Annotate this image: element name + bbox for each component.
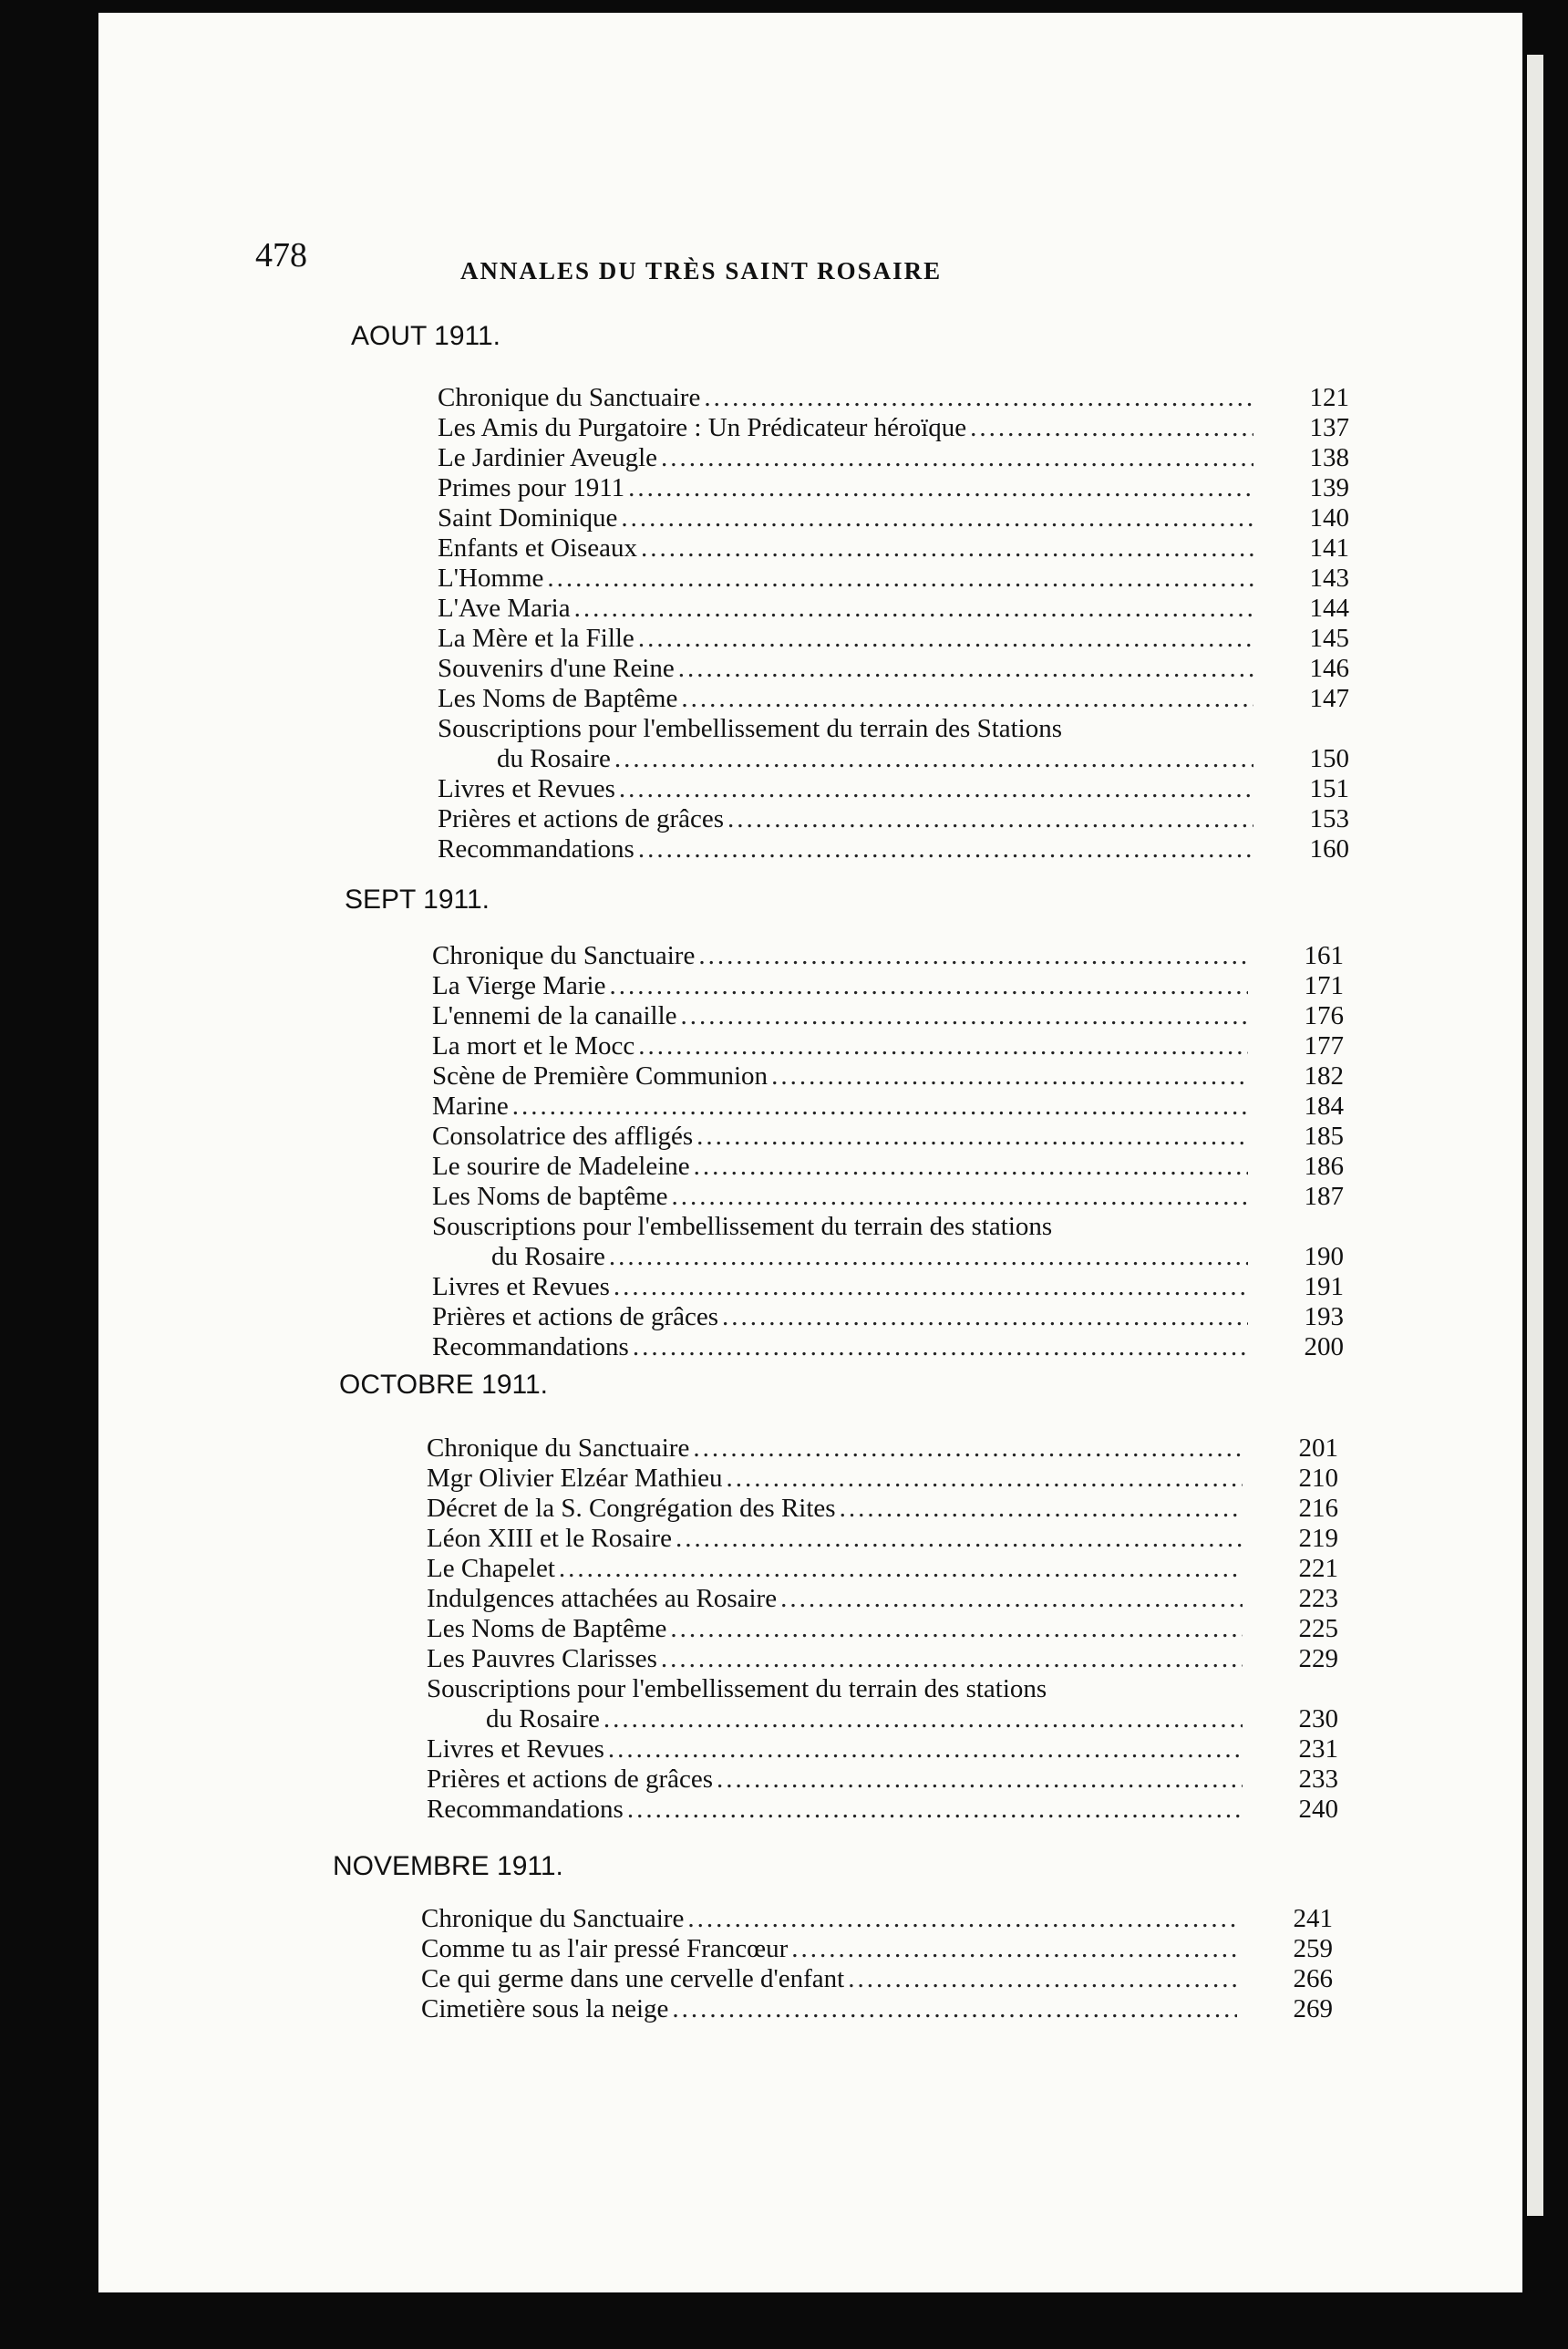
- dot-leader: [661, 443, 1253, 473]
- dot-leader: [791, 1934, 1237, 1964]
- toc-entry: [432, 1122, 1344, 1152]
- dot-leader: [619, 774, 1253, 804]
- toc-entry-continuation: [432, 1242, 1344, 1272]
- entry-page-number: 137: [1309, 413, 1349, 442]
- entry-title: Prières et actions de grâces: [427, 1764, 717, 1795]
- entry-page-number: 221: [1298, 1554, 1338, 1583]
- entry-page-number: 150: [1309, 744, 1349, 773]
- section-title: NOVEMBRE 1911.: [333, 1851, 563, 1881]
- entry-list: [438, 383, 1349, 864]
- dot-leader: [633, 1332, 1248, 1362]
- entry-title: L'Homme: [438, 564, 547, 594]
- toc-entry: [438, 443, 1349, 473]
- toc-entry: [421, 1994, 1333, 2024]
- dot-leader: [698, 941, 1248, 971]
- entry-page-number: 240: [1298, 1795, 1338, 1824]
- adjacent-page-edge: [1527, 55, 1543, 2216]
- dot-leader: [693, 1433, 1243, 1464]
- toc-entry: [427, 1764, 1338, 1795]
- entry-title: Marine: [432, 1092, 512, 1122]
- toc-entry: [432, 1031, 1344, 1061]
- entry-title: Consolatrice des affligés: [432, 1122, 696, 1152]
- entry-page-number: 153: [1309, 804, 1349, 833]
- entry-page-number: 143: [1309, 564, 1349, 593]
- entry-title: La Vierge Marie: [432, 971, 609, 1001]
- toc-entry-continuation: [438, 744, 1349, 774]
- entry-title: Prières et actions de grâces: [438, 804, 727, 834]
- entry-page-number: 216: [1298, 1494, 1338, 1523]
- entry-title-continuation: du Rosaire: [497, 744, 614, 774]
- entry-page-number: 223: [1298, 1584, 1338, 1613]
- dot-leader: [681, 684, 1253, 714]
- entry-title: Souscriptions pour l'embellissement du terrain des Stations: [438, 714, 1063, 743]
- entry-page-number: 171: [1304, 971, 1344, 1000]
- dot-leader: [559, 1554, 1243, 1584]
- toc-entry: [432, 1272, 1344, 1302]
- entry-page-number: 146: [1309, 654, 1349, 683]
- toc-entry: [438, 624, 1349, 654]
- entry-page-number: 269: [1293, 1994, 1333, 2023]
- toc-entry: [438, 834, 1349, 864]
- entry-title: Souscriptions pour l'embellissement du terrain des stations: [427, 1674, 1047, 1703]
- page-number: 478: [255, 236, 307, 274]
- entry-list: [427, 1433, 1338, 1825]
- entry-page-number: 201: [1298, 1433, 1338, 1463]
- dot-leader: [840, 1494, 1243, 1524]
- toc-entry: [432, 971, 1344, 1001]
- toc-entry: [427, 1433, 1338, 1464]
- toc-entry: [432, 1092, 1344, 1122]
- toc-entry: [432, 1332, 1344, 1362]
- toc-entry: [427, 1524, 1338, 1554]
- dot-leader: [641, 533, 1253, 564]
- dot-leader: [696, 1122, 1248, 1152]
- entry-title: Comme tu as l'air pressé Francœur: [421, 1934, 791, 1964]
- entry-title: Livres et Revues: [438, 774, 619, 804]
- entry-page-number: 200: [1304, 1332, 1344, 1361]
- dot-leader: [638, 1031, 1248, 1061]
- entry-title: Le sourire de Madeleine: [432, 1152, 694, 1182]
- entry-title: Livres et Revues: [432, 1272, 614, 1302]
- dot-leader: [609, 971, 1248, 1001]
- entry-title: La mort et le Mocc: [432, 1031, 638, 1061]
- dot-leader: [614, 744, 1253, 774]
- running-title: ANNALES DU TRÈS SAINT ROSAIRE: [460, 257, 943, 285]
- entry-page-number: 121: [1309, 383, 1349, 412]
- dot-leader: [848, 1964, 1237, 1994]
- section-title: AOUT 1911.: [351, 321, 500, 351]
- toc-entry: [432, 1001, 1344, 1031]
- entry-title: Les Noms de Baptême: [438, 684, 681, 714]
- toc-entry: [438, 654, 1349, 684]
- entry-title: Léon XIII et le Rosaire: [427, 1524, 676, 1554]
- entry-page-number: 233: [1298, 1764, 1338, 1794]
- entry-page-number: 241: [1293, 1904, 1333, 1933]
- entry-page-number: 140: [1309, 503, 1349, 533]
- entry-page-number: 187: [1304, 1182, 1344, 1211]
- entry-list: [421, 1904, 1333, 2024]
- entry-title: Le Chapelet: [427, 1554, 559, 1584]
- entry-page-number: 161: [1304, 941, 1344, 970]
- toc-entry: [438, 413, 1349, 443]
- entry-page-number: 145: [1309, 624, 1349, 653]
- dot-leader: [771, 1061, 1248, 1092]
- dot-leader: [694, 1152, 1248, 1182]
- toc-entry-continuation: [427, 1704, 1338, 1734]
- entry-page-number: 266: [1293, 1964, 1333, 1993]
- entry-title: Livres et Revues: [427, 1734, 608, 1764]
- page-header: [0, 235, 1568, 290]
- entry-title: Ce qui germe dans une cervelle d'enfant: [421, 1964, 848, 1994]
- entry-page-number: 219: [1298, 1524, 1338, 1553]
- toc-entry: [427, 1734, 1338, 1764]
- dot-leader: [727, 804, 1253, 834]
- entry-title: Mgr Olivier Elzéar Mathieu: [427, 1464, 727, 1494]
- entry-page-number: 160: [1309, 834, 1349, 864]
- entry-title: Souvenirs d'une Reine: [438, 654, 678, 684]
- entry-title: Les Noms de baptême: [432, 1182, 672, 1212]
- dot-leader: [670, 1614, 1243, 1644]
- entry-title: Souscriptions pour l'embellissement du terrain des stations: [432, 1212, 1053, 1241]
- entry-title: Enfants et Oiseaux: [438, 533, 641, 564]
- entry-title: Chronique du Sanctuaire: [427, 1433, 693, 1464]
- section-title: OCTOBRE 1911.: [339, 1370, 548, 1400]
- toc-entry: [427, 1795, 1338, 1825]
- entry-page-number: 182: [1304, 1061, 1344, 1091]
- dot-leader: [681, 1001, 1248, 1031]
- section-title: SEPT 1911.: [345, 885, 490, 915]
- toc-entry: [427, 1614, 1338, 1644]
- toc-entry: [421, 1964, 1333, 1994]
- toc-entry: [432, 941, 1344, 971]
- entry-title: Cimetière sous la neige: [421, 1994, 672, 2024]
- entry-title-continuation: du Rosaire: [491, 1242, 609, 1272]
- toc-entry: [438, 564, 1349, 594]
- toc-entry: [432, 1152, 1344, 1182]
- entry-page-number: 186: [1304, 1152, 1344, 1181]
- dot-leader: [547, 564, 1253, 594]
- entry-page-number: 191: [1304, 1272, 1344, 1301]
- entry-title: Recommandations: [427, 1795, 627, 1825]
- toc-entry: [427, 1494, 1338, 1524]
- toc-entry: [438, 774, 1349, 804]
- entry-title: Chronique du Sanctuaire: [421, 1904, 687, 1934]
- entry-page-number: 259: [1293, 1934, 1333, 1963]
- toc-entry: [438, 383, 1349, 413]
- dot-leader: [638, 624, 1253, 654]
- entry-page-number: 193: [1304, 1302, 1344, 1331]
- toc-entry: [427, 1644, 1338, 1674]
- entry-page-number: 190: [1304, 1242, 1344, 1271]
- entry-title: Scène de Première Communion: [432, 1061, 771, 1092]
- dot-leader: [512, 1092, 1248, 1122]
- dot-leader: [717, 1764, 1243, 1795]
- dot-leader: [727, 1464, 1243, 1494]
- entry-title: La Mère et la Fille: [438, 624, 638, 654]
- entry-list: [432, 941, 1344, 1362]
- entry-title: Prières et actions de grâces: [432, 1302, 722, 1332]
- toc-entry: [438, 804, 1349, 834]
- entry-title: Les Noms de Baptême: [427, 1614, 670, 1644]
- toc-entry: [427, 1584, 1338, 1614]
- toc-entry: [438, 473, 1349, 503]
- dot-leader: [661, 1644, 1243, 1674]
- toc-entry: [438, 533, 1349, 564]
- entry-page-number: 230: [1298, 1704, 1338, 1733]
- entry-title: Chronique du Sanctuaire: [432, 941, 698, 971]
- entry-page-number: 176: [1304, 1001, 1344, 1030]
- entry-page-number: 229: [1298, 1644, 1338, 1673]
- entry-title: Décret de la S. Congrégation des Rites: [427, 1494, 840, 1524]
- dot-leader: [638, 834, 1253, 864]
- entry-page-number: 210: [1298, 1464, 1338, 1493]
- dot-leader: [672, 1994, 1237, 2024]
- dot-leader: [621, 503, 1253, 533]
- dot-leader: [628, 473, 1253, 503]
- dot-leader: [574, 594, 1253, 624]
- toc-entry: [438, 684, 1349, 714]
- dot-leader: [678, 654, 1253, 684]
- entry-title: Les Amis du Purgatoire : Un Prédicateur héroïque: [438, 413, 970, 443]
- dot-leader: [687, 1904, 1237, 1934]
- entry-title: Indulgences attachées au Rosaire: [427, 1584, 780, 1614]
- entry-page-number: 138: [1309, 443, 1349, 472]
- entry-title: L'Ave Maria: [438, 594, 574, 624]
- entry-title: Primes pour 1911: [438, 473, 628, 503]
- toc-entry: [427, 1674, 1338, 1704]
- toc-entry: [421, 1904, 1333, 1934]
- toc-entry: [432, 1212, 1344, 1242]
- entry-page-number: 184: [1304, 1092, 1344, 1121]
- dot-leader: [676, 1524, 1243, 1554]
- entry-page-number: 147: [1309, 684, 1349, 713]
- toc-entry: [432, 1182, 1344, 1212]
- dot-leader: [722, 1302, 1248, 1332]
- toc-entry: [432, 1302, 1344, 1332]
- entry-title: L'ennemi de la canaille: [432, 1001, 681, 1031]
- dot-leader: [970, 413, 1253, 443]
- toc-entry: [427, 1554, 1338, 1584]
- entry-page-number: 225: [1298, 1614, 1338, 1643]
- entry-page-number: 185: [1304, 1122, 1344, 1151]
- dot-leader: [603, 1704, 1243, 1734]
- entry-page-number: 141: [1309, 533, 1349, 563]
- dot-leader: [608, 1734, 1243, 1764]
- entry-page-number: 151: [1309, 774, 1349, 803]
- dot-leader: [614, 1272, 1248, 1302]
- entry-title: Le Jardinier Aveugle: [438, 443, 661, 473]
- entry-title-continuation: du Rosaire: [486, 1704, 603, 1734]
- entry-title: Les Pauvres Clarisses: [427, 1644, 661, 1674]
- entry-page-number: 231: [1298, 1734, 1338, 1764]
- toc-entry: [438, 714, 1349, 744]
- toc-entry: [438, 594, 1349, 624]
- dot-leader: [704, 383, 1253, 413]
- toc-entry: [421, 1934, 1333, 1964]
- entry-title: Recommandations: [438, 834, 638, 864]
- toc-entry: [432, 1061, 1344, 1092]
- entry-title: Recommandations: [432, 1332, 633, 1362]
- dot-leader: [627, 1795, 1243, 1825]
- dot-leader: [780, 1584, 1243, 1614]
- toc-entry: [438, 503, 1349, 533]
- toc-entry: [427, 1464, 1338, 1494]
- dot-leader: [609, 1242, 1248, 1272]
- entry-title: Chronique du Sanctuaire: [438, 383, 704, 413]
- entry-page-number: 139: [1309, 473, 1349, 502]
- dot-leader: [672, 1182, 1248, 1212]
- entry-page-number: 144: [1309, 594, 1349, 623]
- entry-title: Saint Dominique: [438, 503, 621, 533]
- entry-page-number: 177: [1304, 1031, 1344, 1061]
